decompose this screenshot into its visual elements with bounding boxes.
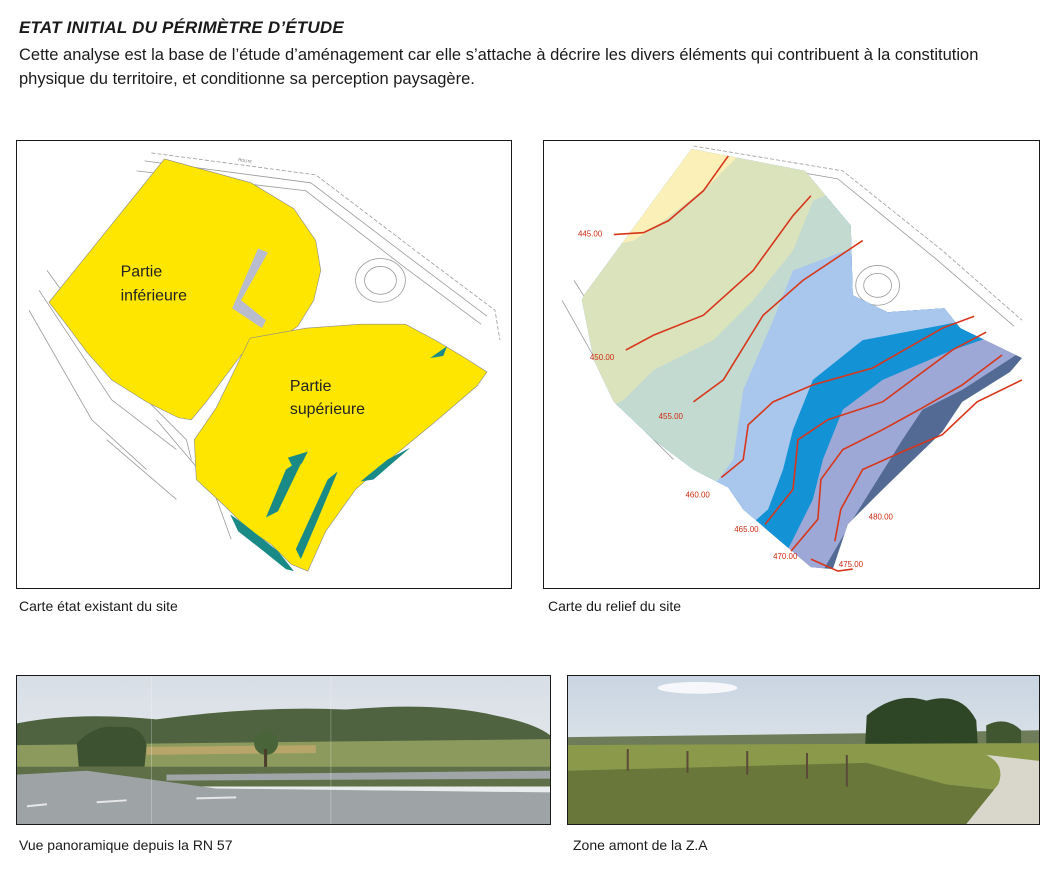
contour-label-470: 470.00	[773, 552, 798, 562]
upper-zone	[194, 324, 487, 571]
zone-label-lower-1: Partie	[120, 263, 163, 281]
contour-label-450: 450.00	[589, 353, 615, 363]
contour-label-480: 480.00	[868, 512, 893, 522]
cloud	[658, 682, 738, 694]
relief-map-panel	[543, 140, 1040, 589]
site-map	[17, 141, 511, 588]
intro-paragraph: Cette analyse est la base de l’étude d’aménagement car elle s’attache à décrire les divers éléments qui contribuent à la constitution physique du territoire, et conditionne sa perception paysagère.	[19, 46, 979, 88]
zone-label-lower-2: inférieure	[120, 287, 187, 305]
contour-label-455: 455.00	[658, 411, 683, 421]
elevation-bands	[544, 141, 1039, 588]
relief-map	[544, 141, 1039, 588]
contour-label-445: 445.00	[577, 229, 603, 239]
zone-label-upper-2: supérieure	[289, 400, 366, 418]
panorama-illustration	[17, 676, 550, 824]
upland-caption: Zone amont de la Z.A	[573, 837, 708, 853]
panorama-photo	[16, 675, 551, 825]
page-title: ETAT INITIAL DU PÉRIMÈTRE D’ÉTUDE	[19, 18, 344, 37]
site-map-panel	[16, 140, 512, 589]
contour-label-465: 465.00	[734, 525, 759, 535]
zone-label-upper-1: Partie	[289, 377, 332, 395]
panorama-caption: Vue panoramique depuis la RN 57	[19, 837, 233, 853]
site-map-caption: Carte état existant du site	[19, 598, 178, 614]
road-label: ROUTE	[237, 156, 253, 165]
contour-label-475: 475.00	[838, 560, 864, 570]
contour-label-460: 460.00	[685, 490, 710, 500]
upland-illustration	[568, 676, 1039, 824]
upland-photo	[567, 675, 1040, 825]
relief-map-caption: Carte du relief du site	[548, 598, 682, 614]
